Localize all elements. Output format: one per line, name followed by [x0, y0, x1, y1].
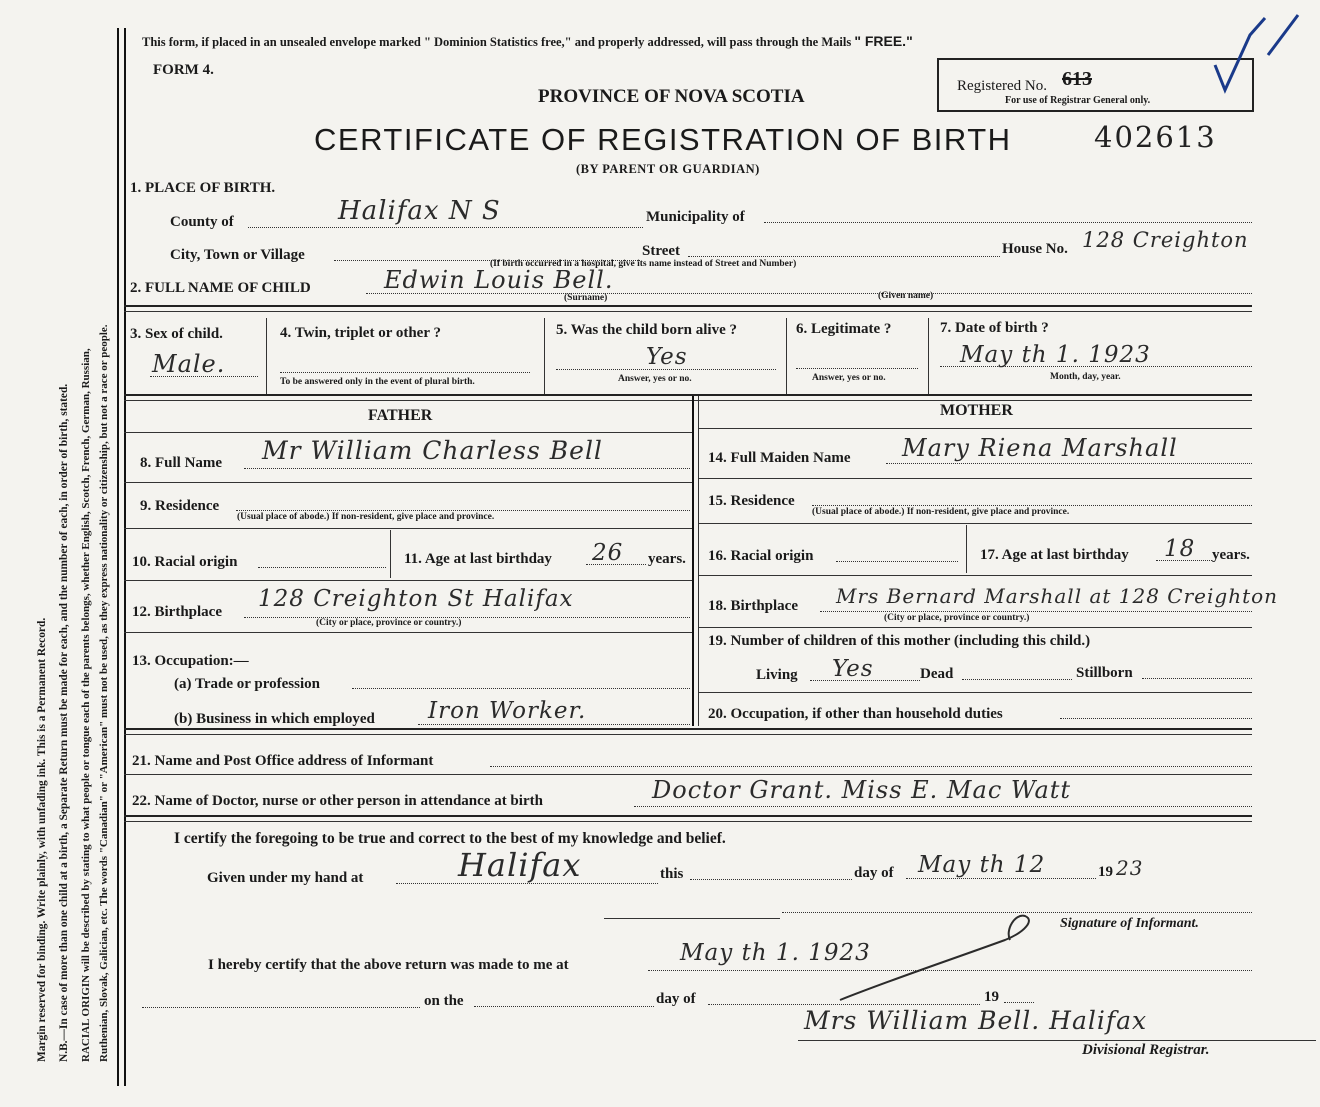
- row3-divider-1: [266, 318, 267, 396]
- stamped-number: 402613: [1094, 120, 1217, 154]
- trade-line: [352, 688, 690, 689]
- county-label: County of: [170, 214, 234, 230]
- mother-age-label: 17. Age at last birthday: [980, 547, 1129, 563]
- dob-label: 7. Date of birth ?: [940, 320, 1049, 336]
- street-label: Street: [642, 243, 681, 259]
- doctor-label: 22. Name of Doctor, nurse or other person in attendance at birth: [132, 793, 543, 809]
- father-birthplace-label: 12. Birthplace: [132, 604, 222, 620]
- street-line: [688, 256, 1000, 257]
- mother-racial-label: 16. Racial origin: [708, 548, 814, 564]
- father-racial-line: [258, 567, 386, 568]
- parents-divider-2: [698, 396, 699, 726]
- twin-label: 4. Twin, triplet or other ?: [280, 325, 441, 341]
- dob-note: Month, day, year.: [1050, 372, 1121, 382]
- legitimate-note: Answer, yes or no.: [812, 373, 886, 383]
- county-line: [248, 227, 643, 228]
- mother-rule-4: [698, 627, 1252, 628]
- year-value: 23: [1116, 856, 1144, 880]
- rule-lower-1: [124, 728, 1252, 730]
- house-value: 128 Creighton: [1082, 228, 1249, 252]
- father-heading: FATHER: [368, 407, 433, 424]
- twin-note: To be answered only in the event of plural birth.: [280, 377, 475, 387]
- margin-note-1: Margin reserved for binding. Write plainly, with unfading ink. This is a Permanent Record.: [36, 617, 48, 1062]
- mother-heading-rule: [698, 428, 1252, 429]
- legitimate-line: [796, 368, 918, 369]
- father-racial-label: 10. Racial origin: [132, 554, 238, 570]
- father-rule-2: [124, 528, 692, 529]
- father-birthplace-note: (City or place, province or country.): [316, 618, 462, 628]
- rule-top-2: [124, 311, 1252, 312]
- rule-lower-2: [124, 734, 1252, 735]
- alive-note: Answer, yes or no.: [618, 374, 692, 384]
- living-label: Living: [756, 667, 798, 683]
- informant-label: 21. Name and Post Office address of Informant: [132, 753, 434, 769]
- mother-residence-line: [812, 505, 1252, 506]
- dob-value: May th 1. 1923: [960, 342, 1151, 368]
- dead-label: Dead: [920, 666, 954, 682]
- alive-line: [556, 369, 776, 370]
- day-of2-label: day of: [656, 991, 696, 1007]
- this-line: [690, 879, 852, 880]
- row3-divider-4: [928, 318, 929, 396]
- trade-label: (a) Trade or profession: [174, 676, 320, 692]
- stillborn-label: Stillborn: [1076, 665, 1133, 681]
- business-line: [418, 724, 690, 725]
- children-label: 19. Number of children of this mother (including this child.): [708, 633, 1091, 649]
- father-birthplace-value: 128 Creighton St Halifax: [258, 586, 574, 612]
- province-heading: PROVINCE OF NOVA SCOTIA: [538, 86, 805, 107]
- child-name-value: Edwin Louis Bell.: [384, 266, 614, 294]
- county-value: Halifax N S: [338, 196, 501, 226]
- mother-occupation-label: 20. Occupation, if other than household duties: [708, 706, 1003, 722]
- this-label: this: [660, 866, 684, 882]
- alive-label: 5. Was the child born alive ?: [556, 322, 737, 338]
- father-residence-note: (Usual place of abode.) If non-resident, give place and province.: [237, 512, 495, 522]
- dob-line: [940, 366, 1252, 367]
- mother-age-value: 18: [1164, 536, 1196, 562]
- father-name-value: Mr William Charless Bell: [262, 436, 603, 465]
- row3-divider-2: [544, 318, 545, 396]
- registered-number: 613: [1062, 68, 1092, 90]
- father-occupation-label: 13. Occupation:—: [132, 653, 249, 669]
- business-label: (b) Business in which employed: [174, 711, 375, 727]
- mother-years: years.: [1212, 547, 1250, 563]
- father-rule-1: [124, 482, 692, 483]
- certificate-title: CERTIFICATE OF REGISTRATION OF BIRTH: [314, 122, 1012, 157]
- sex-label: 3. Sex of child.: [130, 326, 223, 342]
- signature-underline: [604, 918, 780, 919]
- margin-note-4: Ruthenian, Slovak, Galician, etc. The words "Canadian" or "American" must not be used, as they express nationality or citizenship, but not a race or people.: [98, 324, 110, 1062]
- check-mark-icon: [1210, 10, 1310, 100]
- father-age-value: 26: [592, 540, 624, 566]
- mother-heading: MOTHER: [940, 402, 1013, 419]
- alive-value: Yes: [646, 344, 688, 370]
- legitimate-label: 6. Legitimate ?: [796, 321, 892, 337]
- mother-name-line: [886, 463, 1252, 464]
- mother-birthplace-value: Mrs Bernard Marshall at 128 Creighton: [836, 584, 1279, 608]
- doctor-value: Doctor Grant. Miss E. Mac Watt: [652, 776, 1072, 804]
- registered-label: Registered No.: [957, 78, 1047, 94]
- dead-line: [962, 679, 1072, 680]
- day-of-value: May th 12: [918, 852, 1046, 878]
- stillborn-line: [1142, 678, 1252, 679]
- rule-mid-1: [124, 394, 1252, 396]
- father-residence-line: [236, 510, 690, 511]
- sex-value: Male.: [152, 350, 226, 378]
- rule-22-2: [124, 821, 1252, 822]
- municipality-line: [764, 222, 1252, 223]
- mother-racial-divider: [966, 525, 967, 573]
- on-the-label: on the: [424, 993, 464, 1009]
- mother-name-value: Mary Riena Marshall: [902, 434, 1178, 462]
- father-birthplace-line: [244, 617, 690, 618]
- rule-mid-2: [124, 400, 1252, 401]
- mother-birthplace-note: (City or place, province or country.): [884, 613, 1030, 623]
- mother-occupation-line: [1060, 718, 1252, 719]
- municipality-label: Municipality of: [646, 209, 745, 225]
- mother-birthplace-line: [820, 611, 1252, 612]
- hereby-value: May th 1. 1923: [680, 940, 871, 966]
- house-label: House No.: [1002, 241, 1068, 257]
- binding-rule: [117, 28, 119, 1086]
- mother-residence-label: 15. Residence: [708, 493, 795, 509]
- on-the-line: [474, 1006, 654, 1007]
- hereby-label: I hereby certify that the above return was made to me at: [208, 957, 569, 973]
- mother-birthplace-label: 18. Birthplace: [708, 598, 798, 614]
- father-rule-3: [124, 580, 692, 581]
- year2-line: [1004, 1002, 1034, 1003]
- mail-note-text: This form, if placed in an unsealed envelope marked " Dominion Statistics free," and properly addressed, will pass through the Mails: [142, 35, 852, 49]
- city-label: City, Town or Village: [170, 247, 305, 263]
- row3-divider-3: [786, 318, 787, 396]
- day-of2-line: [708, 1004, 980, 1005]
- rule-top-1: [124, 305, 1252, 307]
- rule-21: [124, 774, 1252, 775]
- father-rule-4: [124, 632, 692, 633]
- father-age-label: 11. Age at last birthday: [404, 551, 552, 567]
- parents-divider: [692, 396, 694, 726]
- father-racial-divider: [390, 530, 391, 578]
- given-value: Halifax: [458, 846, 582, 884]
- father-name-label: 8. Full Name: [140, 455, 223, 471]
- informant-signature-label: Signature of Informant.: [1060, 916, 1199, 931]
- given-label: Given under my hand at: [207, 870, 364, 886]
- mother-rule-2: [698, 523, 1252, 524]
- given-name-note: (Given name): [878, 291, 934, 301]
- father-residence-label: 9. Residence: [140, 498, 220, 514]
- mother-name-label: 14. Full Maiden Name: [708, 450, 851, 466]
- certify-statement: I certify the foregoing to be true and correct to the best of my knowledge and belief.: [174, 830, 726, 847]
- sex-line: [150, 376, 258, 377]
- year-prefix: 19: [1098, 864, 1113, 880]
- registrar-line: [798, 1040, 1316, 1041]
- father-years: years.: [648, 551, 686, 567]
- twin-line: [280, 372, 530, 373]
- rule-22-1: [124, 815, 1252, 817]
- binding-rule-2: [124, 28, 126, 1086]
- mail-note-free: " FREE.": [854, 33, 913, 49]
- registrar-note: For use of Registrar General only.: [1005, 95, 1151, 106]
- form-number: FORM 4.: [153, 62, 214, 78]
- mother-rule-5: [698, 692, 1252, 693]
- on-the-pre-line: [142, 1007, 420, 1008]
- day-of-label: day of: [854, 865, 894, 881]
- registrar-label: Divisional Registrar.: [1082, 1042, 1210, 1058]
- margin-note-2: N.B.—In case of more than one child at a birth, a Separate Return must be made for each, and the number of each, in order of birth, stated.: [58, 383, 70, 1062]
- doctor-line: [634, 806, 1252, 807]
- father-name-line: [244, 468, 690, 469]
- mail-note: [142, 33, 913, 50]
- business-value: Iron Worker.: [428, 698, 587, 724]
- registrar-flourish-icon: [830, 910, 1050, 1010]
- mother-racial-line: [836, 561, 958, 562]
- informant-line: [490, 766, 1252, 767]
- mother-rule-1: [698, 478, 1252, 479]
- registrar-signature: Mrs William Bell. Halifax: [804, 1006, 1148, 1035]
- certificate-subtitle: (BY PARENT OR GUARDIAN): [576, 162, 760, 176]
- margin-note-3: RACIAL ORIGIN will be described by stating to what people or tongue each of the parents belongs, whether English, Scotch, French, German, Russian,: [80, 348, 92, 1062]
- mother-residence-note: (Usual place of abode.) If non-resident, give place and province.: [812, 507, 1070, 517]
- place-of-birth-label: 1. PLACE OF BIRTH.: [130, 180, 276, 196]
- father-heading-rule: [124, 432, 692, 433]
- mother-rule-3: [698, 575, 1252, 576]
- day-of-line: [906, 878, 1096, 879]
- child-name-label: 2. FULL NAME OF CHILD: [130, 280, 311, 296]
- surname-note: (Surname): [564, 293, 608, 303]
- living-value: Yes: [832, 656, 874, 682]
- hospital-note: (If birth occurred in a hospital, give its name instead of Street and Number): [490, 259, 797, 269]
- year2-prefix: 19: [984, 989, 999, 1005]
